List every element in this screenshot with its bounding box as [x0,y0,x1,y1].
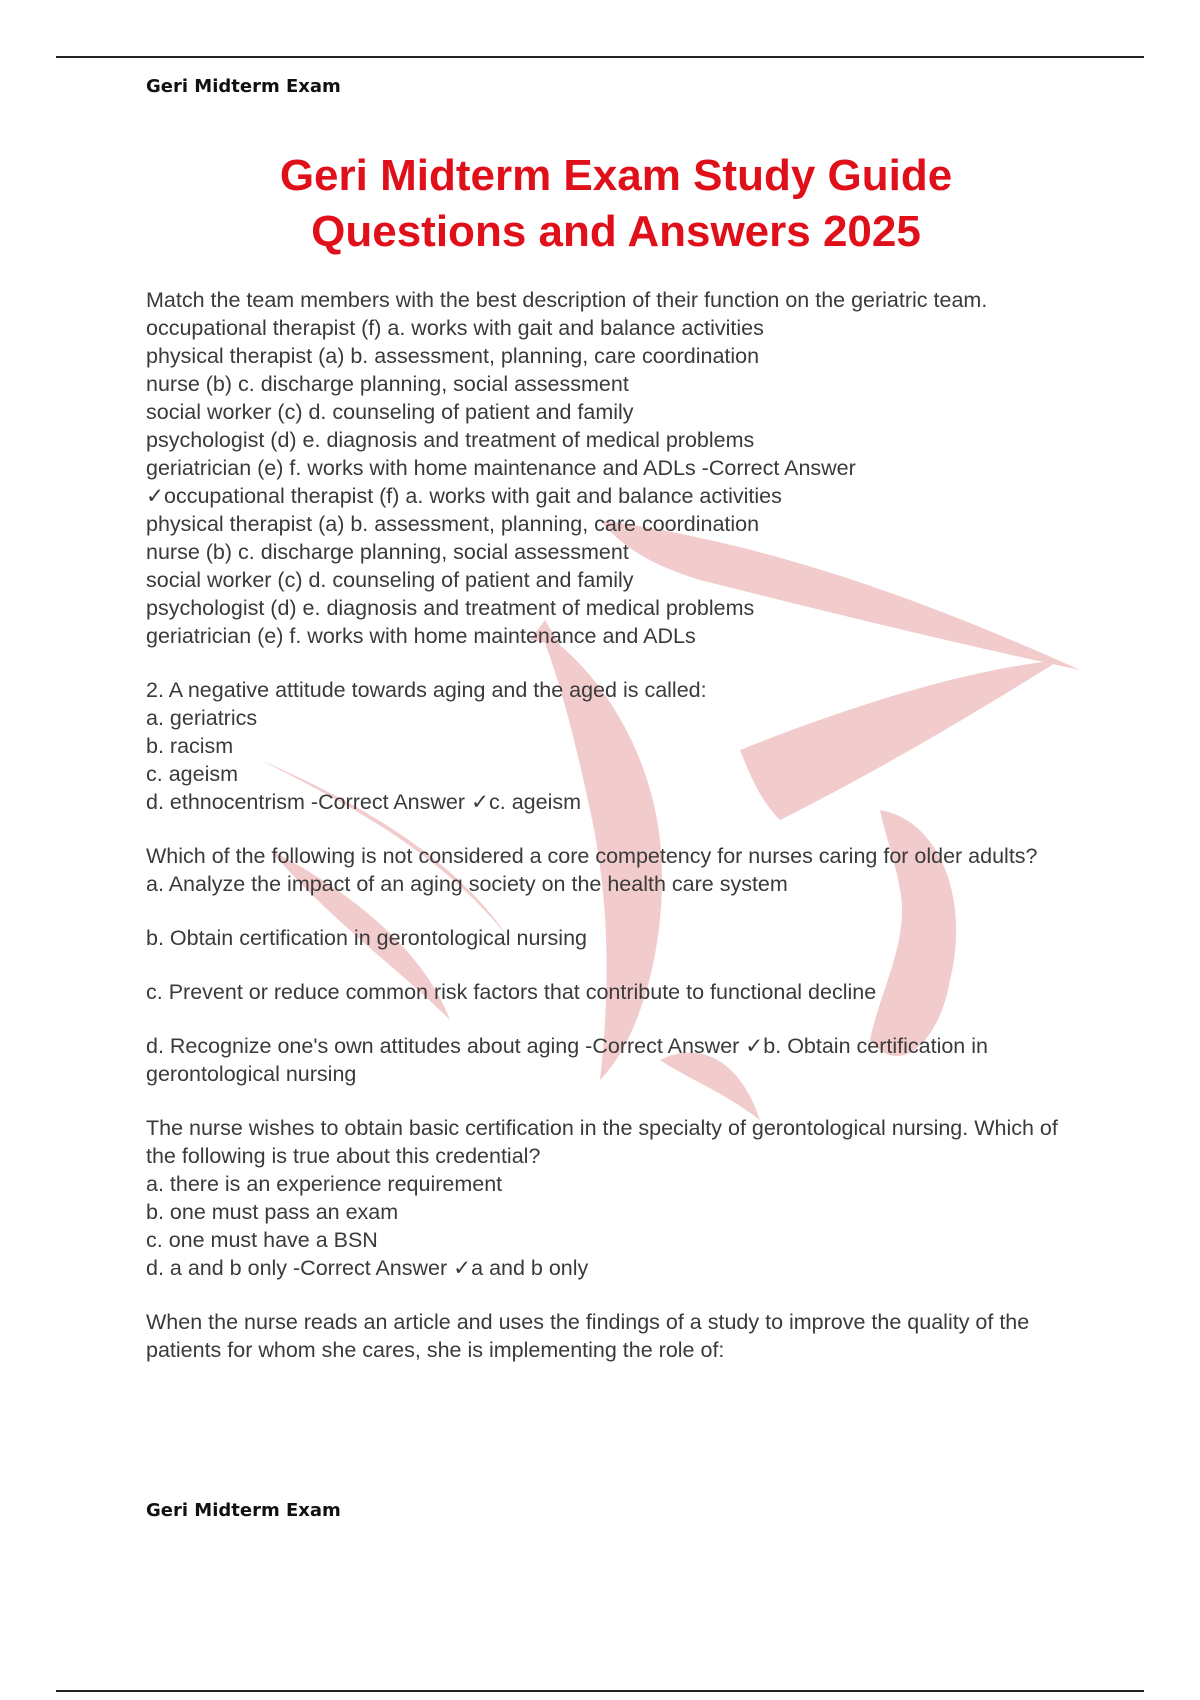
title-line-2: Questions and Answers 2025 [311,207,921,256]
question-line: physical therapist (a) b. assessment, planning, care coordination [146,344,760,368]
question-line: psychologist (d) e. diagnosis and treatment of medical problems [146,428,755,452]
option-c: c. Prevent or reduce common risk factors that contribute to functional decline [146,980,877,1004]
answer-line: social worker (c) d. counseling of patient and family [146,568,634,592]
question-stem: The nurse wishes to obtain basic certification in the specialty of gerontological nursing. Which of the following is true about this credential? [146,1116,1058,1168]
question-team-match [146,286,1086,650]
option-a: a. Analyze the impact of an aging society on the health care system [146,872,788,896]
option-d-with-answer: d. ethnocentrism -Correct Answer ✓c. ageism [146,790,582,814]
question-line: nurse (b) c. discharge planning, social assessment [146,372,629,396]
answer-line: nurse (b) c. discharge planning, social assessment [146,540,629,564]
answer-line: geriatrician (e) f. works with home maintenance and ADLs [146,624,696,648]
question-nurse-role [146,1308,1086,1364]
option-a: a. geriatrics [146,706,258,730]
bottom-rule [56,1690,1144,1692]
option-b: b. racism [146,734,234,758]
question-certification [146,1114,1086,1282]
option-b: b. Obtain certification in gerontological nursing [146,926,588,950]
question-ageism [146,676,1086,816]
option-c: c. one must have a BSN [146,1228,378,1252]
answer-line: physical therapist (a) b. assessment, planning, care coordination [146,512,760,536]
question-stem: When the nurse reads an article and uses the findings of a study to improve the quality of the patients for whom she cares, she is implementing the role of: [146,1310,1030,1362]
question-stem: 2. A negative attitude towards aging and the aged is called: [146,678,707,702]
top-rule [56,56,1144,58]
document-title [146,148,1086,260]
question-core-competency [146,842,1086,1088]
answer-line: ✓occupational therapist (f) a. works with gait and balance activities [146,484,782,508]
title-line-1: Geri Midterm Exam Study Guide [279,151,953,200]
option-c: c. ageism [146,762,239,786]
document-body [146,148,1086,1390]
question-line: occupational therapist (f) a. works with gait and balance activities [146,316,764,340]
running-header: Geri Midterm Exam [146,76,341,97]
running-footer: Geri Midterm Exam [146,1500,341,1521]
option-d-with-answer: d. a and b only -Correct Answer ✓a and b only [146,1256,589,1280]
option-d-with-answer: d. Recognize one's own attitudes about aging -Correct Answer ✓b. Obtain certification in gerontological nursing [146,1034,988,1086]
question-line: geriatrician (e) f. works with home maintenance and ADLs -Correct Answer [146,456,856,480]
option-a: a. there is an experience requirement [146,1172,503,1196]
answer-line: psychologist (d) e. diagnosis and treatment of medical problems [146,596,755,620]
question-stem: Which of the following is not considered a core competency for nurses caring for older adults? [146,844,1038,868]
question-line: social worker (c) d. counseling of patient and family [146,400,634,424]
option-b: b. one must pass an exam [146,1200,399,1224]
question-line: Match the team members with the best description of their function on the geriatric team. [146,288,988,312]
